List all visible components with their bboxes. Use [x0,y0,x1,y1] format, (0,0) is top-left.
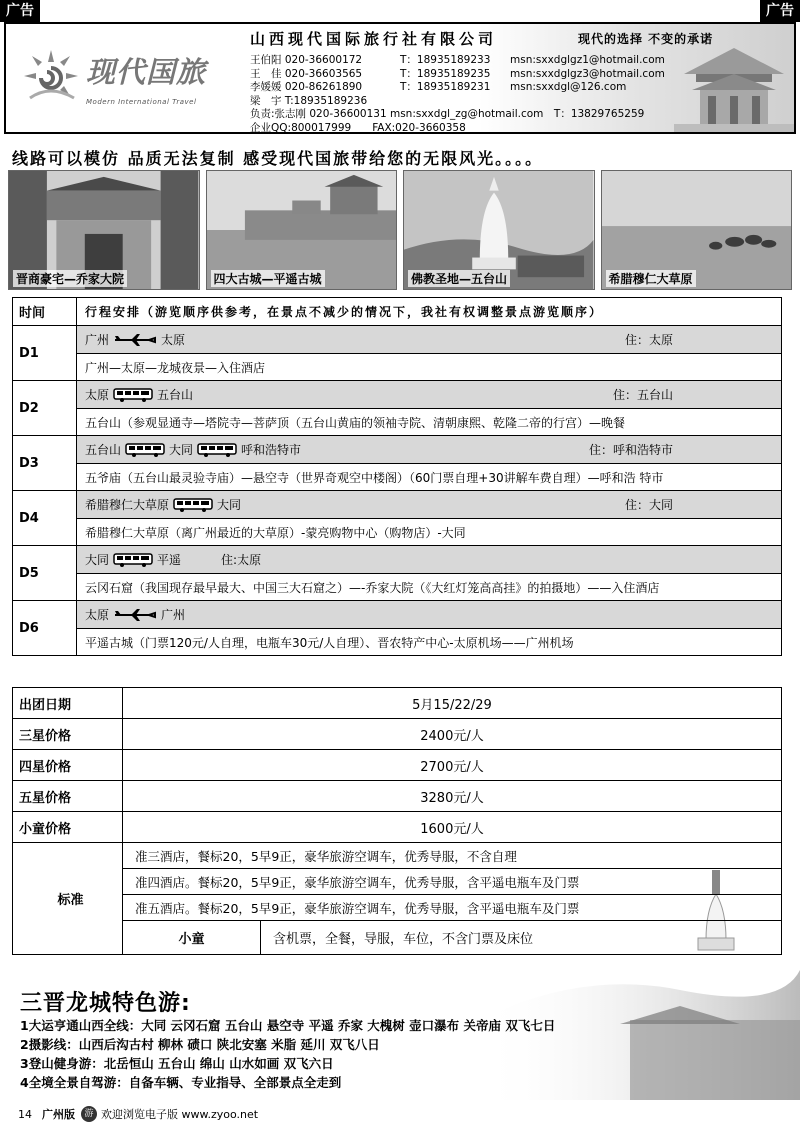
company-name: 山西现代国际旅行社有限公司 [250,30,498,48]
tagline: 线路可以模仿 品质无法复制 感受现代国旅带给您的无限风光。。。。 [12,149,544,168]
photo-caption: 希腊穆仁大草原 [606,270,696,287]
day-route-row [13,601,782,629]
day-route [77,601,782,629]
logo-text: 现代国旅 [86,55,207,89]
day-label: D2 [13,381,77,436]
special-tour-item: 1大运亨通山西全线：大同 云冈石窟 五台山 悬空寺 平遥 乔家 大槐树 壶口瀑布 关帝庙 双飞七日 [20,1018,556,1033]
price-value: 1600元/人 [123,812,782,843]
bus-icon [173,498,213,512]
price-label: 三星价格 [13,719,123,750]
standard-row [13,869,782,895]
contact-row [250,81,665,95]
route-stop: 太原 [85,388,110,402]
route-stop: 大同 [217,498,242,512]
day-label: D3 [13,436,77,491]
day-detail: 五爷庙（五台山最灵验寺庙）—悬空寺（世界奇观空中楼阁）（60门票自理+30讲解车费自理）—呼和浩 特市 [77,464,782,491]
manager-contact: 负责:张志刚 020-36600131 msn:sxxdgl_zg@hotmail.com T：13829765259 [250,108,645,120]
day-label: D5 [13,546,77,601]
contact-msn: msn:sxxdglgz3@hotmail.com [510,67,665,80]
price-value: 2400元/人 [123,719,782,750]
contact-phone: 王伯阳 020-36600172 [250,54,363,66]
day-route-row [13,381,782,409]
contact-phone: 王 佳 020-36603565 [250,67,363,80]
itinerary-header-row [13,298,782,326]
contact-phone: 李媛媛 020-86261890 [250,81,363,93]
route-stop: 呼和浩特市 [241,443,302,457]
price-row [13,719,782,750]
day-detail-row [13,519,782,546]
logo-subtitle: Modern International Travel [86,98,197,106]
day-detail: 云冈石窟（我国现存最早最大、中国三大石窟之）—-乔家大院（《大红灯笼高高挂》的拍摄地）——入住酒店 [77,574,782,601]
price-row [13,781,782,812]
itinerary-note: 行程安排（游览顺序供参考，在景点不减少的情况下，我社有权调整景点游览顺序） [77,298,782,326]
route-stop: 平遥 [157,553,182,567]
day-detail-row [13,629,782,656]
plane-icon [113,609,157,621]
route-stop: 五台山 [85,443,122,457]
price-row [13,750,782,781]
day-route-row [13,326,782,354]
child-standard-row [13,921,782,955]
day-route-row [13,546,782,574]
day-route [77,381,782,409]
price-value: 3280元/人 [123,781,782,812]
contact-mobile: T：18935189235 [400,67,491,80]
price-label: 四星价格 [13,750,123,781]
day-route-row [13,491,782,519]
price-value: 5月15/22/29 [123,688,782,719]
day-route [77,491,782,519]
day-label: D1 [13,326,77,381]
contact-block [250,54,665,134]
route-stop: 大同 [169,443,194,457]
pavilion-illustration [674,34,794,134]
route-stop: 希腊穆仁大草原 [85,498,170,512]
edition-badge-icon: 游 [81,1106,97,1122]
photo-grassland [601,170,793,290]
price-value: 2700元/人 [123,750,782,781]
route-stop: 大同 [85,553,110,567]
contact-extra: 梁 宇 T:18935189236 [250,94,368,107]
price-row [13,688,782,719]
day-detail: 五台山（参观显通寺—塔院寺—菩萨顶（五台山黄庙的领袖寺院、清朝康熙、乾隆二帝的行宫）—晚餐 [77,409,782,436]
bus-icon [125,443,165,457]
day-route-row [13,436,782,464]
itinerary-table [12,297,782,656]
standard-row [13,843,782,869]
plane-icon [113,334,157,346]
agency-logo [16,42,216,122]
special-tour-item: 4全境全景自驾游：自备车辆、专业指导、全部景点全走到 [20,1075,342,1090]
price-label: 出团日期 [13,688,123,719]
contact-mobile: T：18935189233 [400,54,491,66]
contact-row [250,68,665,82]
company-slogan: 现代的选择 不变的承诺 [578,32,714,46]
bus-icon [197,443,237,457]
standard-label: 标准 [13,843,123,955]
day-route [77,326,782,354]
bus-icon [113,388,153,402]
qq-fax: 企业QQ:800017999 FAX:020-3660358 [250,121,466,134]
route-stop: 太原 [85,608,110,622]
day-detail-row [13,354,782,381]
day-detail: 平遥古城（门票120元/人自理，电瓶车30元/人自理）、晋农特产中心-太原机场——广州机场 [77,629,782,656]
day-route [77,546,782,574]
contact-msn: msn:sxxdglgz1@hotmail.com [510,54,665,66]
day-label: D4 [13,491,77,546]
day-detail: 广州—太原—龙城夜景—入住酒店 [77,354,782,381]
contact-row [250,54,665,68]
edition-label: 广州版 [42,1108,75,1121]
day-detail-row [13,574,782,601]
special-tour-item: 2摄影线：山西后沟古村 柳林 碛口 陕北安塞 米脂 延川 双飞八日 [20,1037,380,1052]
page-footer [0,1100,800,1128]
sun-swirl-icon [20,46,82,108]
route-stop: 广州 [85,333,110,347]
overnight-stay: 住:太原 [221,553,262,567]
child-label: 小童 [123,921,261,955]
day-route [77,436,782,464]
overnight-stay: 住：大同 [624,498,673,512]
price-label: 五星价格 [13,781,123,812]
agency-header [4,22,796,134]
photo-strip [8,170,792,290]
photo-qiao-compound [8,170,200,290]
price-label: 小童价格 [13,812,123,843]
contact-mobile: T：18935189231 [400,81,491,93]
day-detail-row [13,464,782,491]
contact-msn: msn:sxxdgl@126.com [510,81,627,93]
special-tour-item: 3登山健身游：北岳恒山 五台山 绵山 山水如画 双飞六日 [20,1056,334,1071]
standard-item: 准三酒店，餐标20，5早9正，豪华旅游空调车，优秀导服，不含自理 [123,843,782,869]
photo-caption: 佛教圣地—五台山 [408,270,510,287]
photo-pingyao [206,170,398,290]
photo-wutaishan [403,170,595,290]
day-detail-row [13,409,782,436]
route-stop: 太原 [161,333,186,347]
child-inclusions: 含机票，全餐，导服，车位，不含门票及床位 [261,921,782,955]
pricing-table [12,687,782,955]
time-header: 时间 [13,298,77,326]
footer-link[interactable]: 欢迎浏览电子版 www.zyoo.net [101,1108,259,1121]
ad-tag-right: 广告 [760,0,800,22]
standard-item: 准四酒店。餐标20，5早9正，豪华旅游空调车，优秀导服，含平遥电瓶车及门票 [123,869,782,895]
bus-icon [113,553,153,567]
route-stop: 广州 [161,608,186,622]
page-number: 14 [18,1107,32,1121]
photo-caption: 四大古城—平遥古城 [211,270,325,287]
route-stop: 五台山 [157,388,194,402]
overnight-stay: 住：太原 [624,333,673,347]
day-label: D6 [13,601,77,656]
standard-item: 准五酒店。餐标20，5早9正，豪华旅游空调车，优秀导服，含平遥电瓶车及门票 [123,895,782,921]
ad-tag-left: 广告 [0,0,40,22]
special-tours-list [20,1016,555,1092]
overnight-stay: 住：五台山 [612,388,673,402]
special-tours-title: 三晋龙城特色游: [20,991,191,1016]
day-detail: 希腊穆仁大草原（离广州最近的大草原）-蒙亮购物中心（购物店）-大同 [77,519,782,546]
standard-row [13,895,782,921]
price-row [13,812,782,843]
photo-caption: 晋商豪宅—乔家大院 [13,270,127,287]
overnight-stay: 住：呼和浩特市 [588,443,673,457]
